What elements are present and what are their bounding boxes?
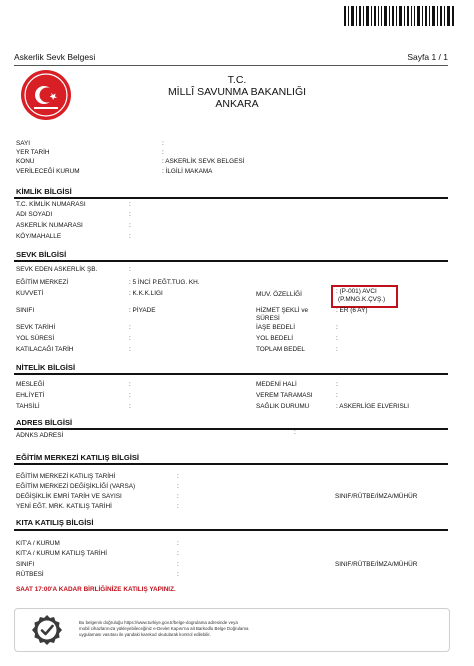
value-degisiklik-emri: :: [177, 493, 179, 500]
value-em-degisikligi: :: [177, 483, 179, 490]
verification-box: [14, 608, 450, 652]
label-kita-sinifi: SINIFI: [16, 561, 35, 568]
section-title-kimlik: KİMLİK BİLGİSİ: [16, 187, 72, 196]
value-katilacagi-tarih: :: [129, 346, 131, 353]
label-medeni-hali: MEDENİ HALİ: [256, 381, 297, 388]
value-yol-suresi: :: [129, 335, 131, 342]
value-koy-mahalle: :: [129, 233, 131, 240]
value-meslegi: :: [129, 381, 131, 388]
label-sayi: SAYI: [16, 140, 31, 147]
label-em-katilis-tarihi: EĞİTİM MERKEZİ KATILIŞ TARİHİ: [16, 473, 116, 480]
value-iase-bedeli: :: [336, 324, 338, 331]
section-title-sevk: SEVK BİLGİSİ: [16, 250, 67, 259]
label-muv-ozelligi: MUV. ÖZELLİĞİ: [256, 291, 302, 298]
value-yol-bedeli: :: [336, 335, 338, 342]
value-sevk-tarihi: :: [129, 324, 131, 331]
warning-text: SAAT 17:00'A KADAR BİRLİĞİNİZE KATILIŞ YAPINIZ.: [16, 586, 176, 593]
label-rutbesi: RÜTBESİ: [16, 571, 44, 578]
section-title-nitelik: NİTELİK BİLGİSİ: [16, 363, 76, 372]
label-toplam-bedel: TOPLAM BEDEL: [256, 346, 305, 353]
label-yol-bedeli: YOL BEDELİ: [256, 335, 294, 342]
label-hizmet-sekli: HİZMET ŞEKLİ ve: [256, 307, 309, 314]
label-kita-kurum: KIT'A / KURUM: [16, 540, 60, 547]
page-number: Sayfa 1 / 1: [407, 52, 448, 62]
footer-line-2: mobil cihazlarınıza yükleyebileceğiniz e-Devlet Kapısı'na ait Barkodlu Belge Doğrulama: [79, 626, 249, 631]
label-katilacagi-tarih: KATILACAĞI TARİH: [16, 346, 74, 353]
label-askerlik-no: ASKERLİK NUMARASI: [16, 222, 83, 229]
value-yer-tarih: :: [162, 149, 164, 156]
label-kuvveti: KUVVETİ: [16, 290, 44, 297]
label-egitim-merkezi: EĞİTİM MERKEZİ: [16, 279, 69, 286]
value-adnks-adresi: :: [294, 429, 296, 436]
label-sinifi: SINIFI: [16, 307, 35, 314]
title-tc: T.C.: [227, 74, 247, 86]
footer-line-1: Bu belgenin doğruluğu https://www.turkiye.gov.tr/belge-dogrulama adresinde veya: [79, 620, 238, 625]
signature-label-egitim: SINIF/RÜTBE/İMZA/MÜHÜR: [335, 493, 418, 500]
value-muv-ozelligi-detail: (P.MNG.K.ÇVŞ.): [338, 296, 386, 303]
label-em-degisikligi: EĞİTİM MERKEZİ DEĞİŞİKLİĞİ (VARSA): [16, 483, 136, 490]
label-saglik-durumu: SAĞLIK DURUMU: [256, 403, 310, 410]
label-ehliyeti: EHLİYETİ: [16, 392, 45, 399]
label-koy-mahalle: KÖY/MAHALLE: [16, 233, 62, 240]
value-kuvveti: : K.K.K.LIGI: [129, 290, 163, 297]
value-tc-kimlik: :: [129, 201, 131, 208]
document-title: Askerlik Sevk Belgesi: [14, 52, 96, 62]
value-sinifi: : PİYADE: [129, 307, 156, 314]
value-toplam-bedel: :: [336, 346, 338, 353]
label-meslegi: MESLEĞİ: [16, 381, 45, 388]
label-verilecegi-kurum: VERİLECEĞİ KURUM: [16, 168, 80, 175]
value-yeni-egt-katilis: :: [177, 503, 179, 510]
label-adi-soyadi: ADI SOYADI: [16, 211, 53, 218]
label-yer-tarih: YER TARİH: [16, 149, 50, 156]
section-title-kita: KITA KATILIŞ BİLGİSİ: [16, 518, 94, 527]
label-tc-kimlik: T.C. KİMLİK NUMARASI: [16, 201, 86, 208]
label-sevk-eden: SEVK EDEN ASKERLİK ŞB.: [16, 266, 98, 273]
value-ehliyeti: :: [129, 392, 131, 399]
footer-line-3: uygulaması vasıtası ile yandaki karekod okutularak kontrol edilebilir.: [79, 632, 211, 637]
value-konu: : ASKERLİK SEVK BELGESİ: [162, 158, 245, 165]
value-verem-taramasi: :: [336, 392, 338, 399]
section-title-egitim: EĞİTİM MERKEZİ KATILIŞ BİLGİSİ: [16, 453, 140, 462]
value-askerlik-no: :: [129, 222, 131, 229]
verified-badge-icon: [31, 614, 63, 646]
section-title-adres: ADRES BİLGİSİ: [16, 418, 73, 427]
value-muv-ozelligi: : (P-001) AVCI: [336, 288, 377, 295]
label-iase-bedeli: İAŞE BEDELİ: [256, 324, 296, 331]
value-saglik-durumu: : ASKERLİGE ELVERISLI: [336, 403, 410, 410]
value-adi-soyadi: :: [129, 211, 131, 218]
label-adnks-adresi: ADNKS ADRESİ: [16, 432, 64, 439]
value-hizmet-sekli: : ER (6 AY): [336, 307, 368, 314]
label-konu: KONU: [16, 158, 35, 165]
label-tahsili: TAHSİLİ: [16, 403, 40, 410]
value-egitim-merkezi: : 5 İNCİ P.EĞT.TUG. KH.: [129, 279, 200, 286]
label-yol-suresi: YOL SÜRESİ: [16, 335, 55, 342]
label-degisiklik-emri: DEĞİŞİKLİK EMRİ TARİH VE SAYISI: [16, 493, 122, 500]
value-em-katilis-tarihi: :: [177, 473, 179, 480]
value-verilecegi-kurum: : İLGİLİ MAKAMA: [162, 168, 213, 175]
signature-label-kita: SINIF/RÜTBE/İMZA/MÜHÜR: [335, 561, 418, 568]
value-kita-sinifi: :: [177, 561, 179, 568]
title-city: ANKARA: [215, 98, 259, 110]
label-kita-katilis-tarihi: KIT'A / KURUM KATILIŞ TARİHİ: [16, 550, 108, 557]
label-sevk-tarihi: SEVK TARİHİ: [16, 324, 56, 331]
value-sayi: :: [162, 140, 164, 147]
value-kita-katilis-tarihi: :: [177, 550, 179, 557]
label-yeni-egt-katilis: YENİ EĞT. MRK. KATILIŞ TARİHİ: [16, 503, 112, 510]
value-medeni-hali: :: [336, 381, 338, 388]
value-sevk-eden: :: [129, 266, 131, 273]
label-hizmet-suresi: SÜRESİ: [256, 315, 280, 322]
value-tahsili: :: [129, 403, 131, 410]
value-rutbesi: :: [177, 571, 179, 578]
title-ministry: MİLLÎ SAVUNMA BAKANLIĞI: [167, 86, 307, 98]
value-kita-kurum: :: [177, 540, 179, 547]
barcode-icon: [344, 6, 454, 26]
label-verem-taramasi: VEREM TARAMASI: [256, 392, 313, 399]
